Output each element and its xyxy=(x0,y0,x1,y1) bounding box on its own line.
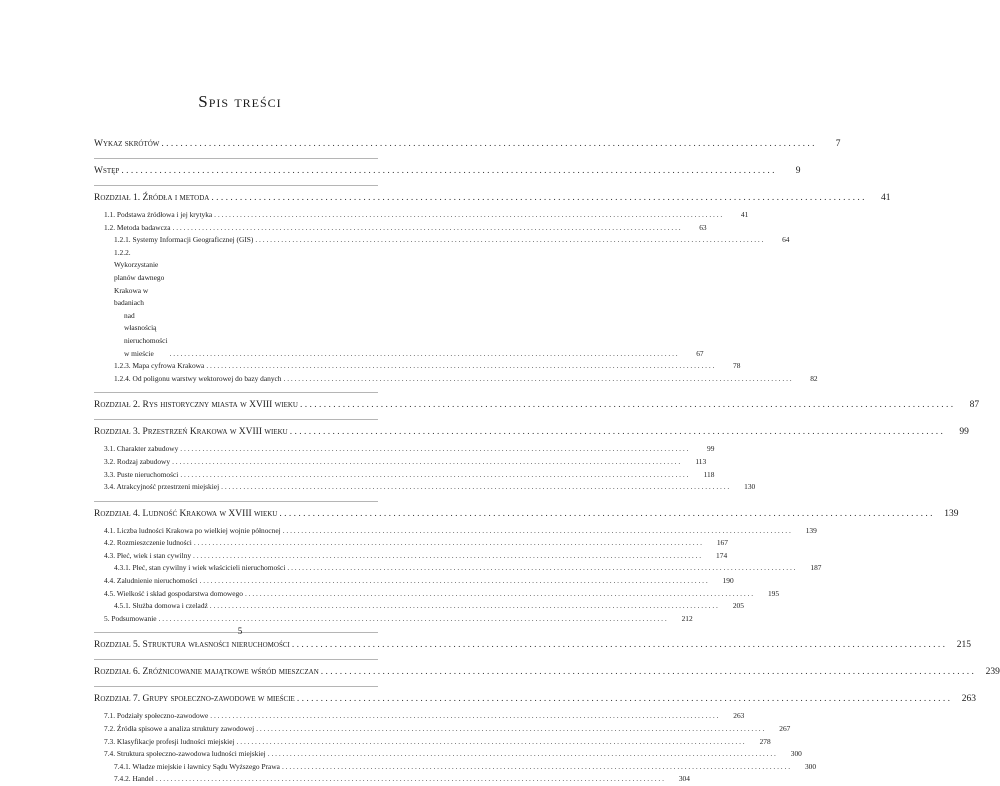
toc-entry[interactable] xyxy=(94,360,741,373)
toc-entry[interactable] xyxy=(94,723,791,736)
toc-entry-label: Rozdział 3. Przestrzeń Krakowa w XVIII wieku xyxy=(94,427,288,438)
toc-entry-page: 7 xyxy=(835,139,841,149)
toc-entry-label: Rozdział 4. Ludność Krakowa w XVIII wieku xyxy=(94,508,278,519)
toc-entry-page: 78 xyxy=(733,361,741,371)
toc-entry-page: 9 xyxy=(795,166,801,176)
page-title: Spis treści xyxy=(198,92,282,111)
toc-entry-label: 3.3. Puste nieruchomości xyxy=(104,469,179,479)
toc-entry-page: 300 xyxy=(804,761,817,771)
toc-entry-page: 41 xyxy=(880,193,891,203)
toc-entry[interactable] xyxy=(94,373,818,386)
page-number: 5 xyxy=(237,626,243,636)
toc-chapter[interactable] xyxy=(94,138,841,151)
toc-entry-label: 4.4. Zaludnienie nieruchomości xyxy=(104,576,198,586)
toc-chapter[interactable] xyxy=(94,158,801,178)
toc-entry-page: 63 xyxy=(699,222,707,232)
toc-entry-label: 3.4. Atrakcyjność przestrzeni miejskiej xyxy=(104,482,220,492)
dot-leader xyxy=(283,525,791,538)
toc-entry[interactable] xyxy=(94,588,780,601)
dot-leader xyxy=(180,443,688,456)
toc-entry[interactable] xyxy=(94,562,822,575)
toc-chapter[interactable] xyxy=(94,419,969,439)
dot-leader xyxy=(211,192,864,205)
toc-entry[interactable] xyxy=(94,773,690,786)
toc-entry-label: 7.4. Struktura społeczno-zawodowa ludności miejskiej xyxy=(104,749,266,759)
toc-entry-label: 4.2. Rozmieszczenie ludności xyxy=(104,538,192,548)
table-of-contents xyxy=(94,138,1000,786)
toc-entry[interactable] xyxy=(94,761,817,774)
toc-chapter[interactable] xyxy=(94,185,891,205)
toc-entry-label: 1.2. Metoda badawcza xyxy=(104,222,171,232)
dot-leader xyxy=(156,773,664,786)
toc-chapter[interactable] xyxy=(94,392,980,412)
toc-entry-label: 4.1. Liczba ludności Krakowa po wielkiej wojnie północnej xyxy=(104,525,281,535)
dot-leader xyxy=(170,348,678,361)
dot-leader xyxy=(284,373,792,386)
toc-entry-page: 267 xyxy=(779,724,791,734)
toc-entry[interactable] xyxy=(94,710,745,723)
toc-entry-label: 1.2.1. Systemy Informacji Geograficznej (GIS) xyxy=(114,235,254,245)
dot-leader xyxy=(172,456,680,469)
toc-entry-label: 7.2. Źródła spisowe a analiza struktury zawodowej xyxy=(104,724,255,734)
dot-leader xyxy=(200,575,708,588)
dot-leader xyxy=(297,693,950,706)
dot-leader xyxy=(268,748,776,761)
toc-entry[interactable] xyxy=(94,469,715,482)
toc-entry-label: 7.1. Podziały społeczno-zawodowe xyxy=(104,711,209,721)
toc-entry-label: 3.1. Charakter zabudowy xyxy=(104,444,179,454)
toc-entry-label: Wstęp xyxy=(94,166,120,176)
toc-entry-page: 82 xyxy=(810,373,818,383)
dot-leader xyxy=(282,761,790,774)
toc-entry-label: 5. Podsumowanie xyxy=(104,613,157,623)
dot-leader xyxy=(161,138,814,151)
dot-leader xyxy=(292,639,945,652)
toc-entry-label: 7.4.1. Władze miejskie i ławnicy Sądu Wyższego Prawa xyxy=(114,761,280,771)
toc-entry-label: Rozdział 7. Grupy społeczno-zawodowe w mieście xyxy=(94,694,295,705)
toc-entry-page: 167 xyxy=(716,538,728,548)
toc-entry-page: 212 xyxy=(681,613,693,623)
toc-entry-label: Rozdział 5. Struktura własności nieruchomości xyxy=(94,640,290,651)
dot-leader xyxy=(210,710,718,723)
toc-entry-page: 215 xyxy=(956,640,971,651)
toc-entry-page: 64 xyxy=(782,235,790,245)
toc-entry[interactable] xyxy=(94,209,749,222)
toc-entry-label: 1.2.2. Wykorzystanie planów dawnego Krakowa w badaniach xyxy=(114,247,165,308)
toc-entry-page: 41 xyxy=(740,210,749,219)
toc-entry[interactable] xyxy=(94,222,707,235)
toc-entry[interactable] xyxy=(94,550,728,563)
dot-leader xyxy=(279,508,932,521)
toc-chapter[interactable] xyxy=(94,686,976,706)
toc-entry-page: 195 xyxy=(767,588,780,598)
toc-entry-label: 4.3.1. Płeć, stan cywilny i wiek właścicieli nieruchomości xyxy=(114,563,286,573)
toc-entry[interactable] xyxy=(94,234,790,247)
toc-entry-label: Rozdział 1. Źródła i metoda xyxy=(94,193,210,203)
dot-leader xyxy=(121,165,774,178)
toc-entry-page: 239 xyxy=(985,667,1000,678)
toc-chapter[interactable] xyxy=(94,501,959,521)
dot-leader xyxy=(255,234,763,247)
dot-leader xyxy=(173,222,681,235)
toc-entry-page: 190 xyxy=(722,576,734,586)
toc-entry[interactable] xyxy=(94,481,756,494)
toc-entry-page: 67 xyxy=(696,348,704,358)
toc-entry-label: 4.3. Płeć, wiek i stan cywilny xyxy=(104,550,192,560)
dot-leader xyxy=(194,537,702,550)
dot-leader xyxy=(287,562,795,575)
toc-entry-page: 118 xyxy=(703,469,715,479)
toc-entry-label: 4.5.1. Służba domowa i czeladź xyxy=(114,601,208,611)
toc-entry[interactable] xyxy=(94,537,728,550)
toc-entry-label-continued: nad własnością nieruchomości w mieście xyxy=(124,310,168,358)
toc-entry[interactable] xyxy=(94,736,771,749)
toc-entry-page: 263 xyxy=(961,694,976,705)
toc-entry-page: 139 xyxy=(805,525,817,535)
toc-entry[interactable] xyxy=(94,443,715,456)
toc-entry[interactable] xyxy=(94,525,817,538)
toc-entry[interactable] xyxy=(94,748,802,761)
dot-leader xyxy=(159,613,667,626)
toc-entry-page: 130 xyxy=(744,482,756,492)
toc-entry-label: 3.2. Rodzaj zabudowy xyxy=(104,456,171,466)
toc-entry-page: 113 xyxy=(695,456,707,466)
toc-entry-label: Rozdział 2. Rys historyczny miasta w XVIII wieku xyxy=(94,400,298,411)
toc-chapter[interactable] xyxy=(94,659,1000,679)
toc-entry-label: 7.4.2. Handel xyxy=(114,774,154,784)
dot-leader xyxy=(214,209,722,222)
toc-entry-label: 4.5. Wielkość i skład gospodarstwa domowego xyxy=(104,588,243,598)
dot-leader xyxy=(180,469,688,482)
toc-entry-page: 187 xyxy=(810,563,822,573)
toc-entry-page: 300 xyxy=(790,749,802,759)
toc-entry-page: 278 xyxy=(759,736,771,746)
dot-leader xyxy=(237,736,745,749)
dot-leader xyxy=(290,426,943,439)
toc-entry-page: 304 xyxy=(678,774,690,784)
dot-leader xyxy=(221,481,729,494)
toc-entry-page: 263 xyxy=(733,711,745,721)
dot-leader xyxy=(206,360,714,373)
toc-entry-page: 139 xyxy=(944,508,959,519)
toc-entry-page: 99 xyxy=(959,427,969,438)
toc-entry[interactable] xyxy=(94,247,704,360)
toc-entry-label: Rozdział 6. Zróżnicowanie majątkowe wśród mieszczan xyxy=(94,667,319,678)
dot-leader xyxy=(193,550,701,563)
toc-entry[interactable] xyxy=(94,456,707,469)
dot-leader xyxy=(300,399,953,412)
toc-entry[interactable] xyxy=(94,613,693,626)
dot-leader xyxy=(256,723,764,736)
dot-leader xyxy=(245,588,753,601)
toc-entry[interactable] xyxy=(94,600,744,613)
dot-leader xyxy=(210,600,718,613)
toc-entry-page: 87 xyxy=(969,400,980,411)
toc-entry-label: 1.2.4. Od poligonu warstwy wektorowej do bazy danych xyxy=(114,373,282,383)
toc-entry-page: 205 xyxy=(732,601,744,611)
toc-entry-page: 174 xyxy=(716,550,728,560)
toc-entry-label: 7.3. Klasyfikacje profesji ludności miejskiej xyxy=(104,736,235,746)
toc-entry-label-wrapper xyxy=(114,247,168,360)
toc-entry[interactable] xyxy=(94,575,734,588)
dot-leader xyxy=(321,666,974,679)
toc-entry-label: 1.2.3. Mapa cyfrowa Krakowa xyxy=(114,361,205,371)
toc-entry-page: 99 xyxy=(707,444,715,454)
toc-entry-label: Wykaz skrótów xyxy=(94,139,160,149)
toc-entry-label: 1.1. Podstawa źródłowa i jej krytyka xyxy=(104,210,213,219)
